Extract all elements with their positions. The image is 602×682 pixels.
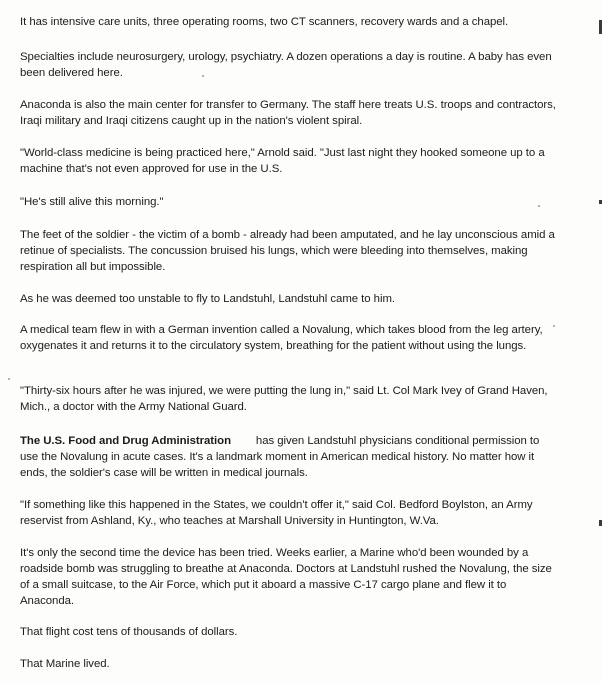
paragraph-6: The feet of the soldier - the victim of a bomb - already had been amputated, and he lay unconscious amid a retinue of specialists. The concussion bruised his lungs, which were bleeding into themselves, making respiration all but impossible.: [20, 229, 555, 273]
paragraph-4: "World-class medicine is being practiced here," Arnold said. "Just last night they hooked someone up to a machine that's not even approved for use in the U.S.: [20, 147, 545, 175]
scan-speck: [202, 75, 204, 77]
paragraph-3: Anaconda is also the main center for transfer to Germany. The staff here treats U.S. troops and contractors, Iraqi military and Iraqi citizens caught up in the nation's violent spiral.: [20, 99, 556, 127]
paragraph-2: Specialties include neurosurgery, urology, psychiatry. A dozen operations a day is routine. A baby has even been delivered here.: [20, 51, 552, 79]
paragraph-11: "If something like this happened in the States, we couldn't offer it," said Col. Bedford Boylston, an Army reservist from Ashland, Ky., who teaches at Marshall University in Huntington, W.Va.: [20, 499, 533, 527]
scan-speck: [538, 205, 540, 207]
scan-speck: [553, 325, 555, 327]
paragraph-14: That Marine lived.: [20, 658, 110, 670]
scan-speck: [8, 378, 10, 380]
paragraph-7: As he was deemed too unstable to fly to Landstuhl, Landstuhl came to him.: [20, 293, 396, 305]
paragraph-10-text: has given Landstuhl physicians conditional permission to use the Novalung in acute cases. It's a landmark moment in American medical history. No matter how it ends, the soldier's case will be written in medical journals.: [20, 435, 540, 479]
paragraph-8: A medical team flew in with a German invention called a Novalung, which takes blood from the leg artery, oxygenates it and returns it to the circulatory system, breathing for the patient without using the lungs.: [20, 324, 543, 352]
paragraph-12: It's only the second time the device has been tried. Weeks earlier, a Marine who'd been wounded by a roadside bomb was struggling to breathe at Anaconda. Doctors at Landstuhl rushed the Novalung, the size of a small suitcase, to the Air Force, which put it aboard a massive C-17 cargo plane and flew it to Anaconda.: [20, 547, 552, 607]
paragraph-9: "Thirty-six hours after he was injured, we were putting the lung in," said Lt. Col Mark Ivey of Grand Haven, Mich., a doctor with the Army National Guard.: [20, 385, 548, 413]
paragraph-10: [20, 433, 560, 481]
paragraph-1: It has intensive care units, three operating rooms, two CT scanners, recovery wards and a chapel.: [20, 16, 509, 28]
paragraph-5: "He's still alive this morning.": [20, 196, 164, 208]
agency-name: The U.S. Food and Drug Administration: [20, 435, 231, 447]
paragraph-13: That flight cost tens of thousands of dollars.: [20, 626, 238, 638]
